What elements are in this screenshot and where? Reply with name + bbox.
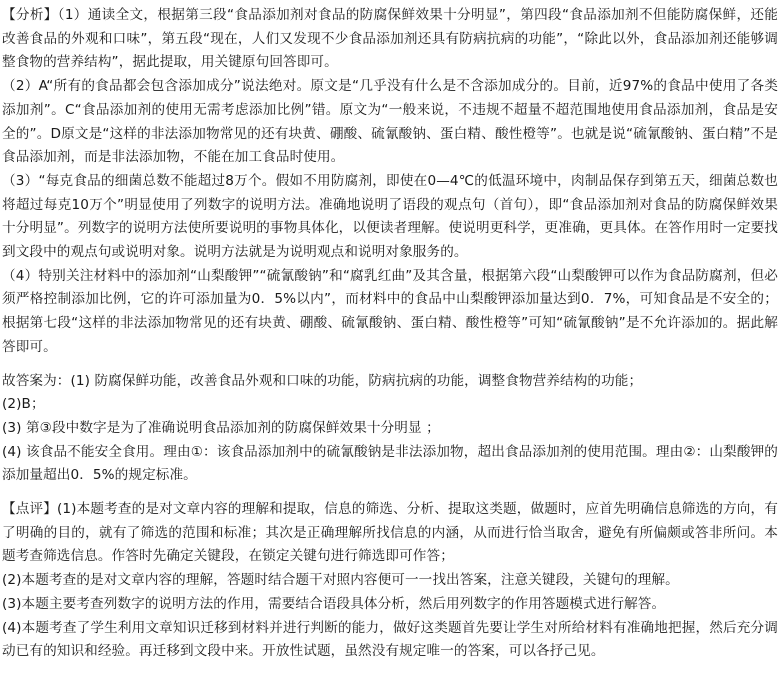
answer-item-3: (3) 第③段中数字是为了准确说明食品添加剂的防腐保鲜效果十分明显 ；: [2, 419, 440, 436]
analysis-paragraph-3: （3）“每克食品的细菌总数不能超过8万个。假如不用防腐剂，即使在0—4℃的低温环境中，肉制品保存到第五天，细菌总数也将超过每克10万个”明显使用了列数字的说明方法。准确地说明了语段的观点句（首句），即“食品添加剂对食品的防腐保鲜效果十分明显”。列数字的说明方法使所要说明的事物具体化，以便读者理解。使说明更科学，更准确，更具体。在答作用时一定要找到文段中的观点句或说明对象。说明方法就是为说明观点和说明对象服务的。: [2, 172, 778, 261]
review-paragraph-1: 【点评】(1)本题考查的是对文章内容的理解和提取，信息的筛选、分析、提取这类题，做题时，应首先明确信息筛选的方向，有了明确的目的，就有了筛选的范围和标准；其次是正确理解所找信息的内涵，从而进行恰当取舍，避免有所偏颇或答非所问。本题考查筛选信息。作答时先确定关键段，在锁定关键句进行筛选即可作答；: [2, 501, 778, 565]
answer-section: [2, 370, 778, 489]
review-paragraph-3: (3)本题主要考查列数字的说明方法的作用，需要结合语段具体分析，然后用列数字的作用答题模式进行解答。: [2, 595, 666, 612]
analysis-paragraph-1: 【分析】（1）通读全文，根据第三段“食品添加剂对食品的防腐保鲜效果十分明显”，第四段“食品添加剂不但能防腐保鲜，还能改善食品的外观和口味”，第五段“现在，人们又发现不少食品添加剂还具有防病抗病的功能”，“除此以外，食品添加剂还能够调整食物的营养结构”，据此提取，用关键原句回答即可。: [2, 7, 778, 71]
review-section: [2, 498, 778, 664]
section-spacer: [2, 360, 778, 370]
analysis-paragraph-2: （2）A“所有的食品都会包含添加成分”说法绝对。原文是“几乎没有什么是不含添加成分的。目前，近97%的食品中使用了各类添加剂”。C“食品添加剂的使用无需考虑添加比例”错。原文为“一般来说，不违规不超量不超范围地使用食品添加剂，食品是安全的”。D原文是“这样的非法添加物常见的还有块黄、硼酸、硫氰酸钠、蛋白精、酸性橙等”。也就是说“硫氰酸钠、蛋白精”不是食品添加剂，而是非法添加物，不能在加工食品时使用。: [2, 78, 778, 166]
answer-intro: 故答案为：(1) 防腐保鲜功能，改善食品外观和口味的功能，防病抗病的功能，调整食物营养结构的功能；: [2, 372, 643, 389]
review-paragraph-2: (2)本题考查的是对文章内容的理解，答题时结合题干对照内容便可一一找出答案，注意关键段，关键句的理解。: [2, 572, 679, 589]
review-paragraph-4: (4)本题考查了学生利用文章知识迁移到材料并进行判断的能力，做好这类题首先要让学生对所给材料有准确地把握，然后充分调动已有的知识和经验。再迁移到文段中来。开放性试题，虽然没有规定唯一的答案，可以各抒己见。: [2, 619, 778, 660]
analysis-paragraph-4: （4）特别关注材料中的添加剂“山梨酸钾”“硫氰酸钠”和“腐乳红曲”及其含量，根据第六段“山梨酸钾可以作为食品防腐剂，但必须严格控制添加比例，它的许可添加量为0．5%以内”，而材料中的食品中山梨酸钾添加量达到0．7%，可知食品是不安全的；根据第七段“这样的非法添加物常见的还有块黄、硼酸、硫氰酸钠、蛋白精、酸性橙等”可知“硫氰酸钠”是不允许添加的。据此解答即可。: [2, 267, 778, 355]
analysis-section: [2, 4, 778, 360]
answer-item-2: (2)B；: [2, 396, 45, 413]
answer-item-4: (4) 该食品不能安全食用。理由①：该食品添加剂中的硫氰酸钠是非法添加物，超出食品添加剂的使用范围。理由②：山梨酸钾的添加量超出0．5%的规定标准。: [2, 443, 778, 484]
section-spacer: [2, 488, 778, 498]
